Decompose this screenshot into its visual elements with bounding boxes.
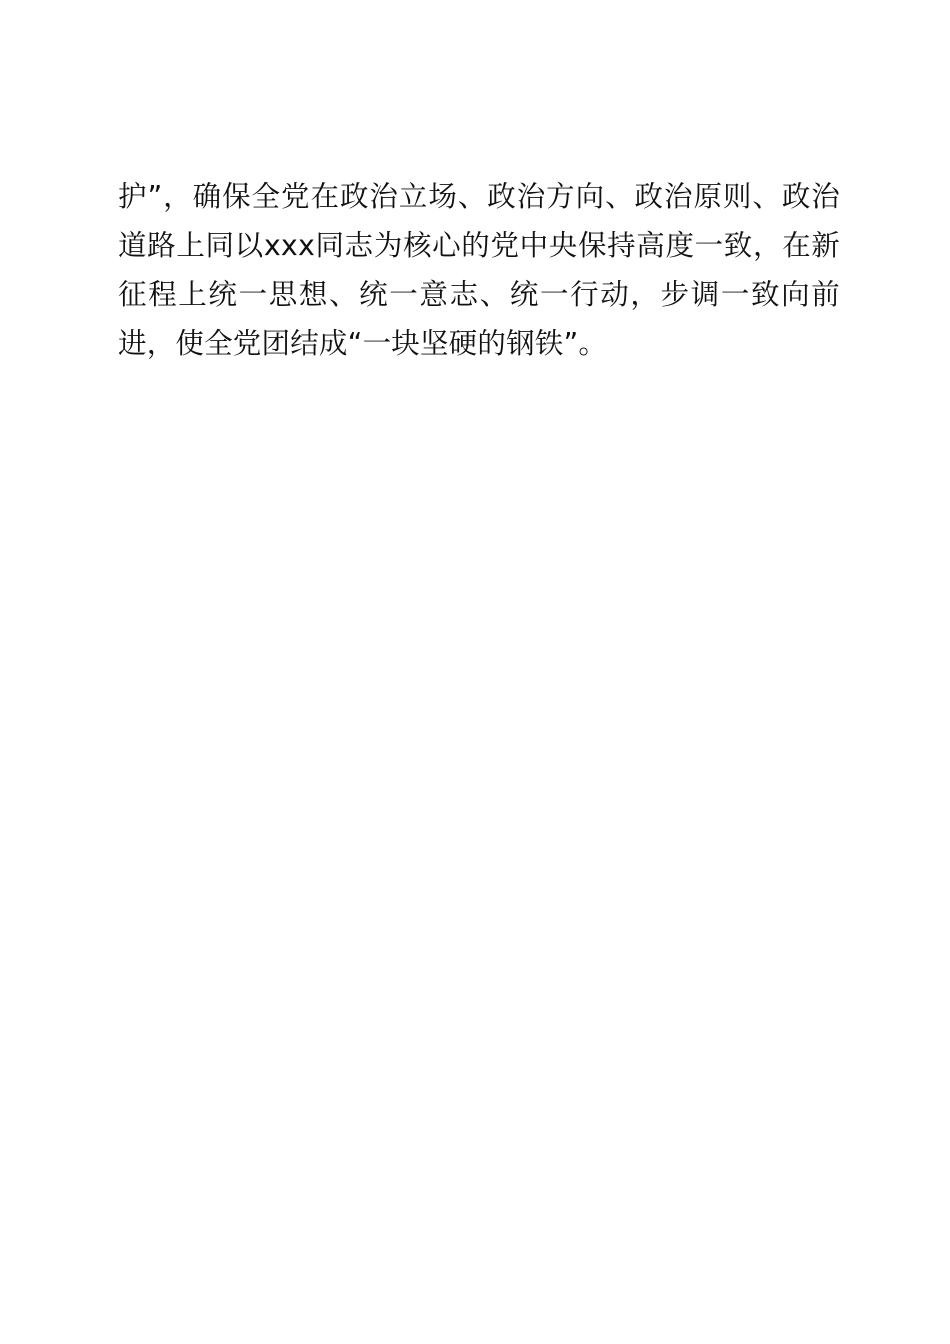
document-body — [118, 172, 840, 368]
body-paragraph: 护”，确保全党在政治立场、政治方向、政治原则、政治道路上同以xxx同志为核心的党中央保持高度一致，在新征程上统一思想、统一意志、统一行动，步调一致向前进，使全党团结成“一块坚硬的钢铁”。 — [118, 180, 840, 360]
